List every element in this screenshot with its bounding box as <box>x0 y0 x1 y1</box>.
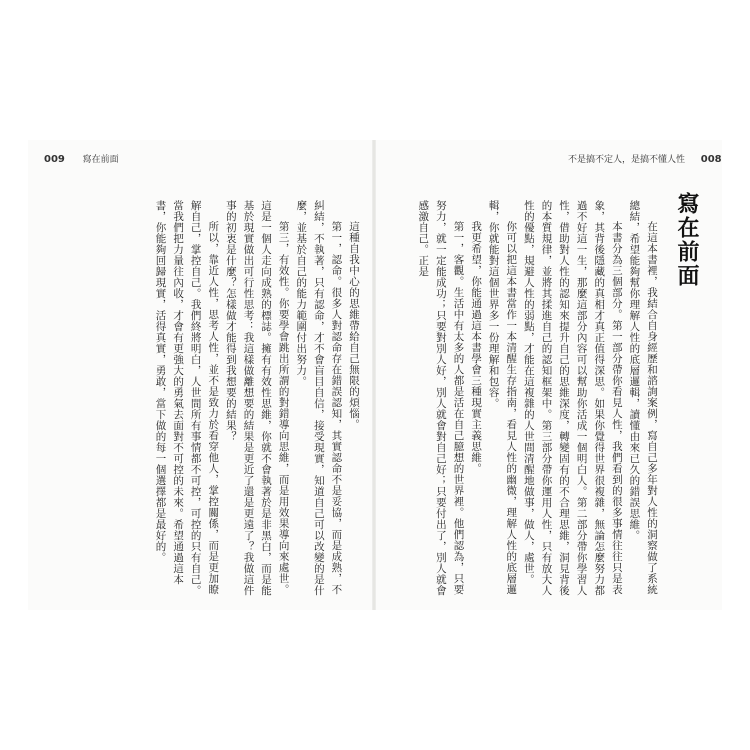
right-page-number: 008 <box>700 154 722 165</box>
right-paragraph-2: 本書分為三個部分。第一部分帶你看見人性，我們看到的很多事情往往只是表象，其背後隱藏的真相才真正值得深思。如果你覺得世界很複雜，無論怎麼努力都過不好這一生，那麼這部分內容可以幫助你活成一個明白人。第二部分帶你學習人性，借助對人性的認知來提升自己的思維深度，轉變固有的不合理思維，洞見背後的本質規律，並將其揉進自己的認知框架中。第三部分帶你運用人性，只有放大人性的優點，規避人性的弱點，才能在這複雜的人世間清醒地做事，做人，處世。 <box>522 200 623 596</box>
left-page-header <box>44 152 119 165</box>
right-paragraph-5: 第一，客觀。生活中有太多的人都是活在自己臆想的世界裡。他們認為，只要努力，就一定能成功；只要對別人好，別人就會對自己好；只要付出了，別人就會感激自己。正是 <box>417 200 465 596</box>
book-gutter <box>372 140 376 610</box>
right-page-body <box>418 200 660 600</box>
left-paragraph-2: 第一，認命。很多人對認命存在錯誤認知，其實認命不是妥協，而是成熟，不糾結，不執著，只有認命，才不會盲目自信，接受現實，知道自己可以改變的是什麼，並基於自己的能力範圍付出努力。 <box>295 200 343 596</box>
left-paragraph-4: 所以，靠近人性，思考人性，並不是致力於看穿他人，掌控關係，而是更加瞭解自己，掌控自己。我們終將明白，人世間所有事情都不可控，可控的只有自己。當我們把力量往內收，才會有更強大的勇氣去面對不可控的未來。希望通過這本書，你能夠回歸現實，活得真實，勇敢，當下做的每一個選擇都是最好的。 <box>154 200 220 596</box>
left-paragraph-1: 這種自我中心的思維帶給自己無限的煩惱。 <box>348 221 360 430</box>
left-running-head: 寫在前面 <box>82 155 119 165</box>
right-page-header <box>568 152 722 165</box>
right-paragraph-1: 在這本書裡，我結合自身經歷和諮詢案例，寫自己多年對人性的洞察做了系統總結，希望能夠幫你理解人性的底層邏輯，讀懂由來已久的錯誤思維。 <box>628 200 658 595</box>
right-paragraph-4: 我更希望，你能通過這本書學會三種現實主義思維。 <box>470 221 483 474</box>
right-running-head: 不是搞不定人，是搞不懂人性 <box>568 155 686 165</box>
left-page-body <box>44 200 362 600</box>
left-page-number: 009 <box>44 154 65 165</box>
left-paragraph-3: 第三，有效性。你要學會跳出所謂的對錯導向思維，而是用效果導向來處世。這是一個人走向成熟的標誌。擁有有效性思維，你就不會執著於是非黑白，而是能基於現實做出可行性思考：我這樣做離想要的結果是更近了還是更遠了？我做這件事的初衷是什麼？怎樣做才能得到我想要的結果？ <box>224 200 290 596</box>
right-paragraph-3: 你可以把這本書當作一本清醒生存指南，看見人性的幽微，理解人性的底層邏輯，你就能對這個世界多一份理解和包容。 <box>487 200 518 595</box>
chapter-title: 寫在前面 <box>674 192 699 288</box>
